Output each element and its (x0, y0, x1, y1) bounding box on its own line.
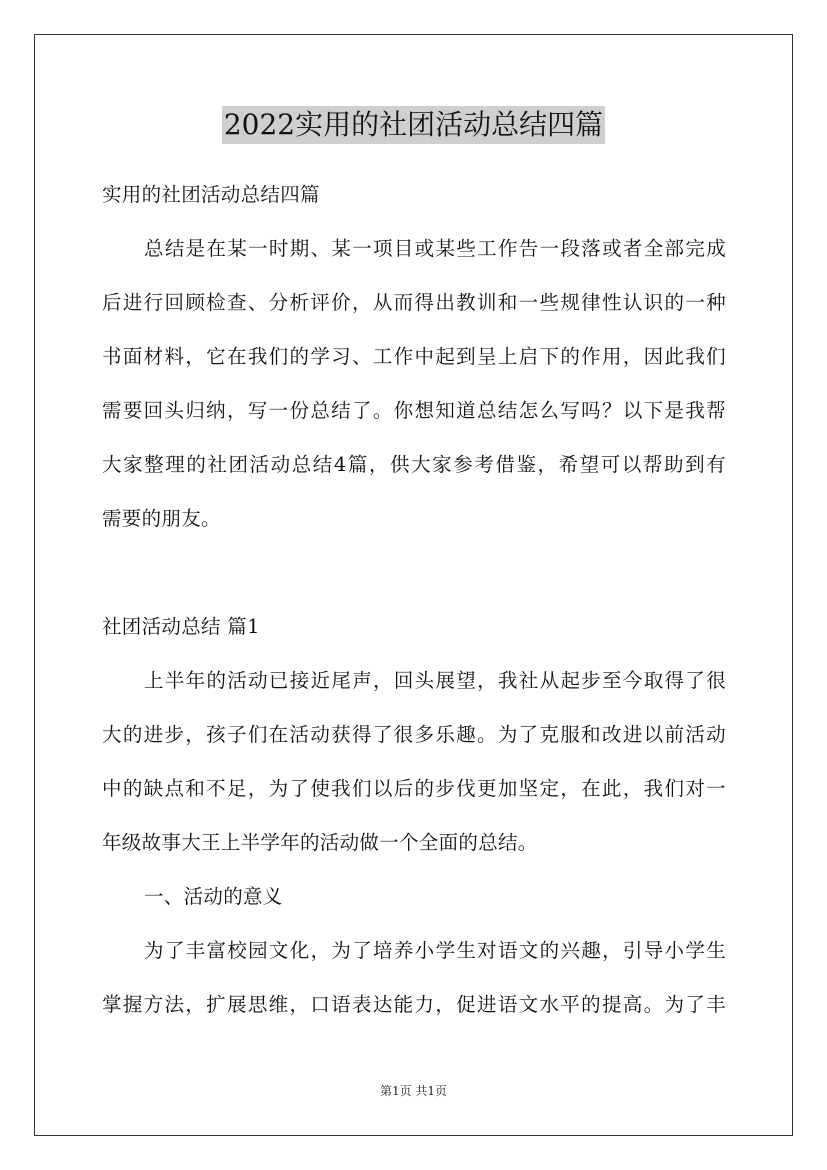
section-heading: 社团活动总结 篇1 (102, 615, 260, 638)
document-subtitle: 实用的社团活动总结四篇 (102, 183, 320, 206)
subheading: 一、活动的意义 (144, 885, 283, 908)
intro-line-4: 需要回头归纳，写一份总结了。你想知道总结怎么写吗？以下是我帮 (102, 399, 726, 422)
page-footer: 第1页 共1页 (379, 1084, 448, 1098)
section-line-3: 中的缺点和不足，为了使我们以后的步伐更加坚定，在此，我们对一 (102, 777, 726, 800)
intro-line-2: 后进行回顾检查、分析评价，从而得出教训和一些规律性认识的一种 (102, 291, 726, 314)
document-title-text: 2022实用的社团活动总结四篇 (222, 106, 605, 144)
section-line-4: 年级故事大王上半学年的活动做一个全面的总结。 (102, 831, 538, 854)
intro-line-1: 总结是在某一时期、某一项目或某些工作告一段落或者全部完成 (144, 237, 726, 260)
document-title (0, 104, 827, 144)
section-line-1: 上半年的活动已接近尾声，回头展望，我社从起步至今取得了很 (144, 669, 726, 692)
meaning-line-1: 为了丰富校园文化，为了培养小学生对语文的兴趣，引导小学生 (144, 939, 726, 962)
intro-line-5: 大家整理的社团活动总结4篇，供大家参考借鉴，希望可以帮助到有 (102, 453, 726, 476)
meaning-line-2: 掌握方法，扩展思维，口语表达能力，促进语文水平的提高。为了丰 (102, 993, 726, 1016)
intro-line-6: 需要的朋友。 (102, 507, 221, 530)
section-line-2: 大的进步，孩子们在活动获得了很多乐趣。为了克服和改进以前活动 (102, 723, 726, 746)
intro-line-3: 书面材料，它在我们的学习、工作中起到呈上启下的作用，因此我们 (102, 345, 726, 368)
